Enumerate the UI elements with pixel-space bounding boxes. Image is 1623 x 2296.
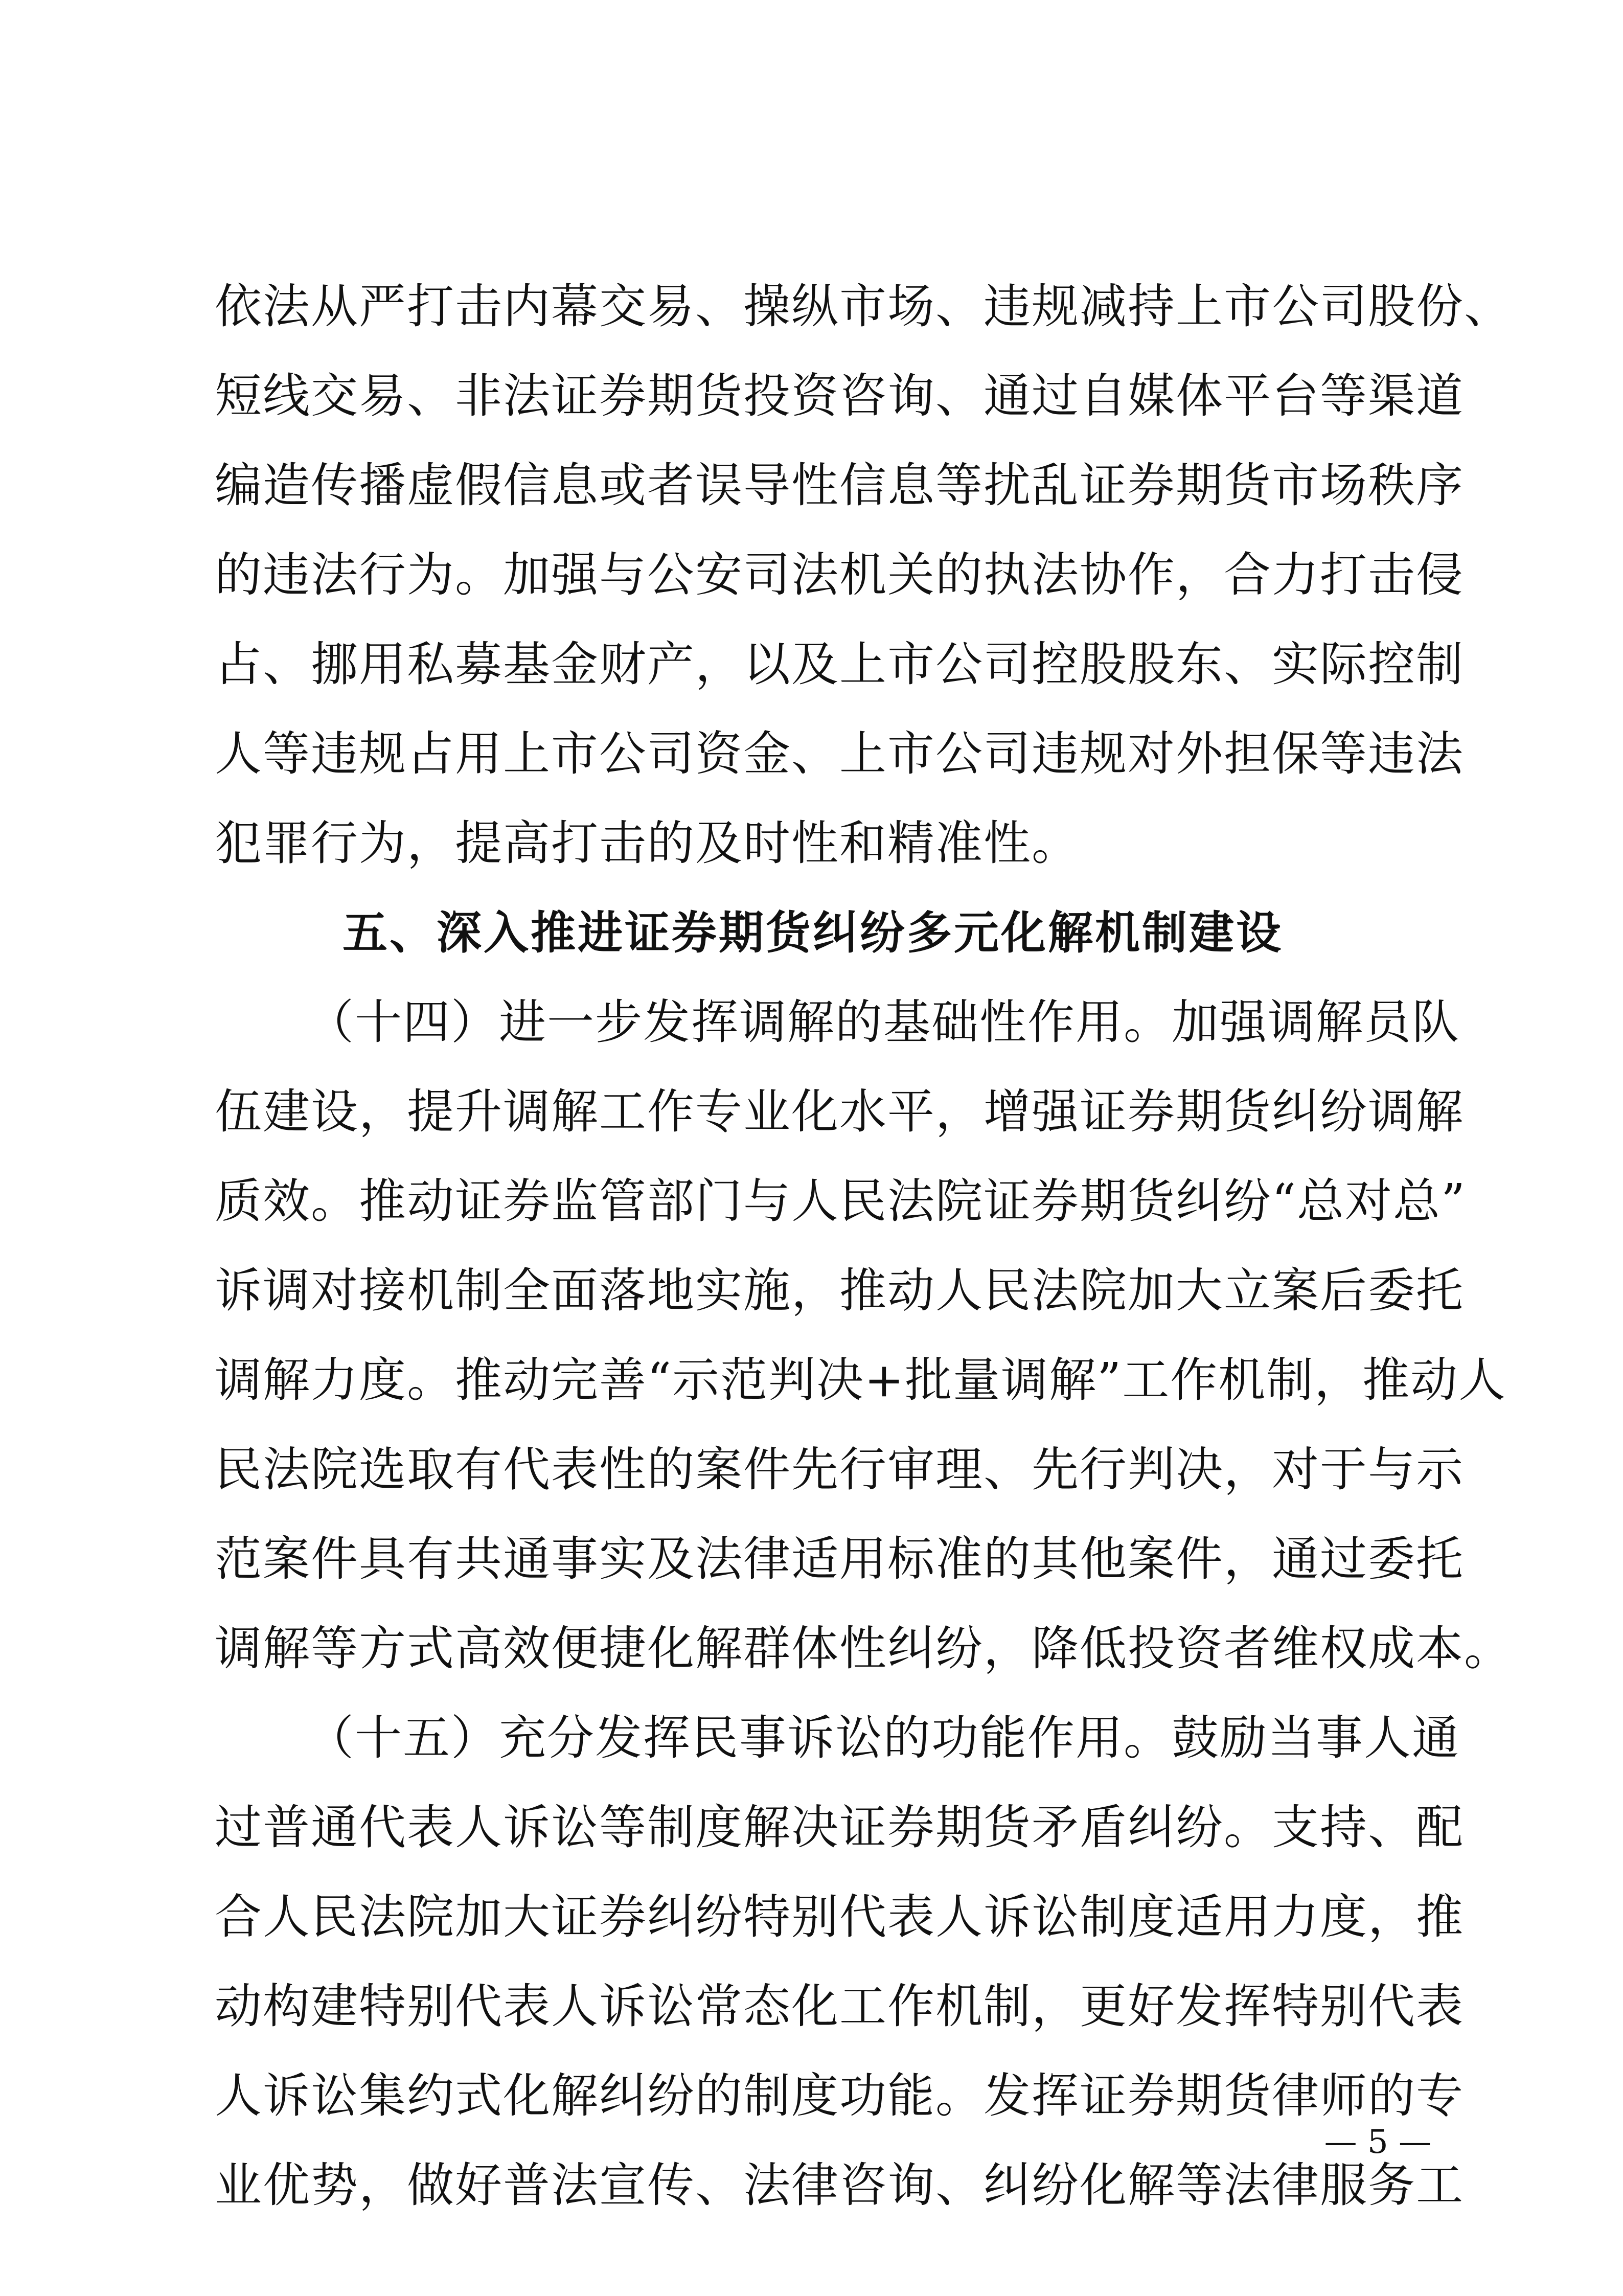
- paragraph-line: 诉调对接机制全面落地实施，推动人民法院加大立案后委托: [215, 1263, 1465, 1318]
- paragraph-line: 调解等方式高效便捷化解群体性纠纷，降低投资者维权成本。: [215, 1621, 1513, 1676]
- paragraph-line: 占、挪用私募基金财产，以及上市公司控股股东、实际控制: [215, 637, 1465, 692]
- paragraph-line: 动构建特别代表人诉讼常态化工作机制，更好发挥特别代表: [215, 1979, 1465, 2034]
- paragraph-line: 质效。推动证券监管部门与人民法院证券期货纠纷“总对总”: [215, 1174, 1467, 1229]
- paragraph-line: 依法从严打击内幕交易、操纵市场、违规减持上市公司股份、: [215, 279, 1513, 334]
- paragraph-line: 过普通代表人诉讼等制度解决证券期货矛盾纠纷。支持、配: [215, 1800, 1465, 1855]
- paragraph-line: 调解力度。推动完善“示范判决+批量调解”工作机制，推动人: [215, 1353, 1507, 1407]
- paragraph-line: 犯罪行为，提高打击的及时性和精准性。: [215, 816, 1080, 871]
- paragraph-line: 短线交易、非法证券期货投资咨询、通过自媒体平台等渠道: [215, 369, 1465, 423]
- paragraph-line: 编造传播虚假信息或者误导性信息等扰乱证券期货市场秩序: [215, 458, 1465, 513]
- paragraph-line: 的违法行为。加强与公安司法机关的执法协作，合力打击侵: [215, 548, 1465, 602]
- section-heading: 五、深入推进证券期货纠纷多元化解机制建设: [342, 906, 1283, 959]
- paragraph-line: 人诉讼集约式化解纠纷的制度功能。发挥证券期货律师的专: [215, 2068, 1465, 2123]
- paragraph-line: （十四）进一步发挥调解的基础性作用。加强调解员队: [307, 995, 1460, 1050]
- paragraph-line: 伍建设，提升调解工作专业化水平，增强证券期货纠纷调解: [215, 1084, 1465, 1139]
- page-number: — 5 —: [1324, 2123, 1431, 2161]
- paragraph-line: 人等违规占用上市公司资金、上市公司违规对外担保等违法: [215, 726, 1465, 781]
- paragraph-line: （十五）充分发挥民事诉讼的功能作用。鼓励当事人通: [307, 1711, 1460, 1765]
- paragraph-line: 民法院选取有代表性的案件先行审理、先行判决，对于与示: [215, 1442, 1465, 1497]
- paragraph-line: 范案件具有共通事实及法律适用标准的其他案件，通过委托: [215, 1532, 1465, 1586]
- paragraph-line: 合人民法院加大证券纠纷特别代表人诉讼制度适用力度，推: [215, 1890, 1465, 1944]
- paragraph-line: 业优势，做好普法宣传、法律咨询、纠纷化解等法律服务工: [215, 2158, 1465, 2213]
